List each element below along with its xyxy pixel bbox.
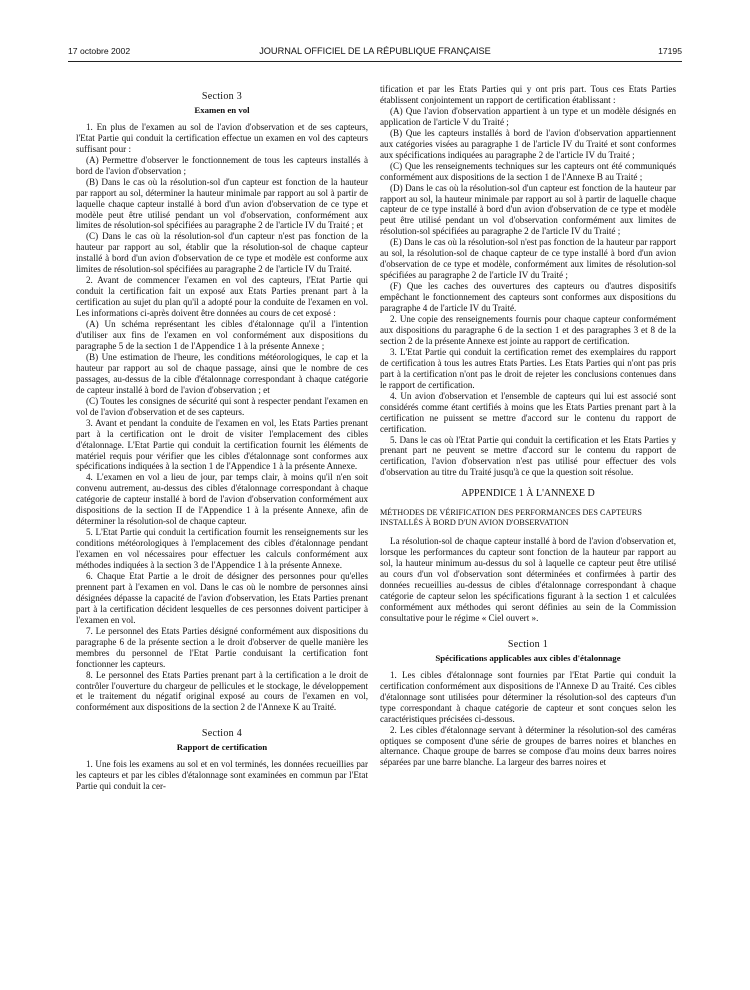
header-rule xyxy=(68,61,682,62)
paragraph: (B) Dans le cas où la résolution-sol d'un capteur est fonction de la hauteur par rapport au sol, déterminer la hauteur minimale par rapport au sol à partir de laquelle chaque capteur installé à bord d'un avion d'observation de ce type et modèle peut être utilisé pendant un vol d'observation, conformément aux limites de résolution-sol spécifiées au paragraphe 2 de l'article IV du Traité ; et xyxy=(76,176,368,231)
section-1-title: Section 1 xyxy=(507,638,549,650)
paragraph: (B) Une estimation de l'heure, les conditions météorologiques, le cap et la hauteur par rapport au sol de chaque passage, ainsi que le nombre de ces passages, au-dessus de la cible d'étalonnage correspondant à chaque catégorie de capteur installé à bord de l'avion d'observation ; et xyxy=(76,351,368,395)
section-3-title: Section 3 xyxy=(201,91,243,102)
section-1-subtitle: Spécifications applicables aux cibles d'étalonnage xyxy=(435,652,621,663)
paragraph: (A) Permettre d'observer le fonctionnement de tous les capteurs installés à bord de l'avion d'observation ; xyxy=(76,154,368,176)
page-header xyxy=(68,46,682,60)
paragraph: 7. Le personnel des Etats Parties désigné conformément aux dispositions du paragraphe 6 de la présente section a le droit d'observer de quelle manière les membres du personnel de l'Etat Partie conduisant la certification font fonctionner les capteurs. xyxy=(76,625,368,669)
paragraph: (F) Que les caches des ouvertures des capteurs ou d'autres dispositifs empêchant le fonctionnement des capteurs sont conformes aux dispositions du paragraphe 4 de l'article IV du Traité. xyxy=(380,281,676,314)
paragraph: (D) Dans le cas où la résolution-sol d'un capteur est fonction de la hauteur par rapport au sol, la hauteur minimale par rapport au sol à partir de laquelle chaque capteur de ce type installé à bord d'un avion d'observation de ce type et modèle peut être utilisé pendant un vol d'observation conformément aux limites de résolution-sol spécifiées au paragraphe 2 de l'article IV du Traité ; xyxy=(380,182,676,237)
paragraph: (B) Que les capteurs installés à bord de l'avion d'observation appartiennent aux catégories visées au paragraphe 1 de l'article IV du Traité et sont conformes aux spécifications indiquées au paragraphe 2 de l'article IV du Traité ; xyxy=(380,127,676,160)
header-journal-title: JOURNAL OFFICIEL DE LA RÉPUBLIQUE FRANÇAISE xyxy=(259,46,491,56)
paragraph: (A) Un schéma représentant les cibles d'étalonnage qu'il a l'intention d'utiliser aux fins de l'examen en vol conformément aux dispositions du paragraphe 5 de la section 1 de l'Appendice 1 à la présente Annexe ; xyxy=(76,319,368,351)
paragraph: 3. Avant et pendant la conduite de l'examen en vol, les Etats Parties prenant part à la certification ont le droit de visiter l'emplacement des cibles d'étalonnage. L'Etat Partie qui conduit la certification fournit les éléments de matériel requis pour vérifier que les cibles d'étalonnage sont conformes aux spécifications indiquées à la section 1 de l'Appendice 1 à la présente Annexe. xyxy=(76,417,368,472)
paragraph: (C) Que les renseignements techniques sur les capteurs ont été communiqués conformément aux dispositions de la section 1 de l'Annexe B au Traité ; xyxy=(380,160,676,182)
paragraph: 2. Avant de commencer l'examen en vol des capteurs, l'Etat Partie qui conduit la certification fait un exposé aux Etats Parties prenant part à la certification au sujet du plan qu'il a adopté pour la conduite de l'examen en vol. Les informations ci-après doivent être données au cours de cet exposé : xyxy=(76,275,368,319)
paragraph: 2. Une copie des renseignements fournis pour chaque capteur conformément aux dispositions du paragraphe 6 de la section 1 et des paragraphes 3 et 8 de la section 2 de la présente Annexe est jointe au rapport de certification. xyxy=(380,314,676,346)
section-3-subtitle: Examen en vol xyxy=(194,104,250,115)
header-page-number: 17195 xyxy=(658,46,682,56)
paragraph: (E) Dans le cas où la résolution-sol n'est pas fonction de la hauteur par rapport au sol, la résolution-sol de chaque capteur de ce type installé à bord d'un avion d'observation de ce type et modèle, conformément aux limites de résolution-sol spécifiées au paragraphe 2 de l'article IV du Traité ; xyxy=(380,237,676,281)
paragraph: 4. L'examen en vol a lieu de jour, par temps clair, à moins qu'il n'en soit convenu autrement, au-dessus des cibles d'étalonnage correspondant à chaque catégorie de capteur installé à bord de l'avion d'observation conformément aux dispositions de la section II de l'Appendice 1 à la présente Annexe, afin de déterminer la résolution-sol de chaque capteur. xyxy=(76,472,368,527)
paragraph: La résolution-sol de chaque capteur installé à bord de l'avion d'observation et, lorsque les performances du capteur sont fonction de la hauteur par rapport au sol, la hauteur minimum au-dessus du sol à laquelle ce capteur peut être utilisé au cours d'un vol d'observation sont déterminées et confirmées à partir des données recueillies au-dessus de cibles d'étalonnage correspondant à chaque catégorie de capteur selon les spécifications figurant à la section 1 et calculées conformément aux méthodes qui seront définies au sein de la Commission consultative pour le régime « Ciel ouvert ». xyxy=(380,536,676,623)
paragraph: 2. Les cibles d'étalonnage servant à déterminer la résolution-sol des caméras optiques se composent d'une série de groupes de barres noires et blanches en alternance. Chaque groupe de barres se compose d'au moins deux barres noires séparées par une barre blanche. La largeur des barres noires et xyxy=(380,724,676,768)
paragraph: tification et par les Etats Parties qui y ont pris part. Tous ces Etats Parties établissent conjointement un rapport de certification établissant : xyxy=(380,84,676,105)
section-4-subtitle: Rapport de certification xyxy=(176,742,268,753)
appendix-title: APPENDICE 1 À L'ANNEXE D xyxy=(461,488,595,500)
section-4-title: Section 4 xyxy=(201,728,243,740)
right-column xyxy=(380,84,676,768)
paragraph: 3. L'Etat Partie qui conduit la certification remet des exemplaires du rapport de certification à tous les autres Etats Parties. Les Etats Parties qui n'ont pas pris part à la certification n'ont pas le droit de rejeter les conclusions contenues dans le rapport de certification. xyxy=(380,346,676,390)
paragraph: (A) Que l'avion d'observation appartient à un type et un modèle désignés en application de l'article V du Traité ; xyxy=(380,105,676,127)
paragraph: 6. Chaque Etat Partie a le droit de désigner des personnes pour qu'elles prennent part à l'examen en vol. Dans le cas où le nombre de personnes ainsi désignées dépasse la capacité de l'avion d'observation, les Etats Parties prenant part à la certification décident lesquelles de ces personnes doivent participer à l'examen en vol. xyxy=(76,570,368,625)
paragraph: 1. En plus de l'examen au sol de l'avion d'observation et de ses capteurs, l'Etat Partie qui conduit la certification effectue un examen en vol des capteurs suffisant pour : xyxy=(76,121,368,154)
paragraph: 5. L'Etat Partie qui conduit la certification fournit les renseignements sur les conditions météorologiques à l'emplacement des cibles d'étalonnage pendant l'examen en vol nécessaires pour effectuer les calculs conformément aux méthodes indiquées à la section 3 de l'Appendice 1 à la présente Annexe. xyxy=(76,527,368,571)
header-date: 17 octobre 2002 xyxy=(68,46,131,56)
paragraph: 4. Un avion d'observation et l'ensemble de capteurs qui lui est associé sont considérés comme étant certifiés à moins que les Etats Parties prenant part à la certification ne puissent se mettre d'accord sur le contenu du rapport de certification. xyxy=(380,390,676,434)
left-column xyxy=(76,78,368,792)
paragraph: 8. Le personnel des Etats Parties prenant part à la certification a le droit de contrôler l'ouverture du chargeur de pellicules et le stockage, le développement et le traitement du négatif original exposé au cours de l'examen en vol, conformément aux dispositions de la section 2 de l'Annexe K au Traité. xyxy=(76,669,368,713)
appendix-heading: MÉTHODES DE VÉRIFICATION DES PERFORMANCES DES CAPTEURS INSTALLÉS À BORD D'UN AVION D'OBSERVATION xyxy=(380,508,642,528)
paragraph: (C) Dans le cas où la résolution-sol d'un capteur n'est pas fonction de la hauteur par rapport au sol, établir que la résolution-sol de chaque capteur installé à bord d'un avion d'observation de ce type et modèle est conforme aux limites de résolution-sol spécifiées au paragraphe 2 de l'article IV du Traité. xyxy=(76,231,368,275)
paragraph: 1. Les cibles d'étalonnage sont fournies par l'Etat Partie qui conduit la certification conformément aux dispositions de l'Annexe D au Traité. Ces cibles d'étalonnage sont utilisées pour déterminer la résolution-sol des capteurs d'un type correspondant à chaque catégorie de capteur et sont conçues selon les caractéristiques précisées ci-dessous. xyxy=(380,669,676,724)
paragraph: (C) Toutes les consignes de sécurité qui sont à respecter pendant l'examen en vol de l'avion d'observation et de ses capteurs. xyxy=(76,395,368,417)
paragraph: 5. Dans le cas où l'Etat Partie qui conduit la certification et les Etats Parties y prenant part ne peuvent se mettre d'accord sur le contenu du rapport de certification, l'avion d'observation n'est pas utilisé pour effectuer des vols d'observation au titre du Traité jusqu'à ce que la question soit résolue. xyxy=(380,434,676,478)
paragraph: 1. Une fois les examens au sol et en vol terminés, les données recueillies par les capteurs et par les cibles d'étalonnage sont examinées en commun par l'Etat Partie qui conduit la cer- xyxy=(76,759,368,792)
